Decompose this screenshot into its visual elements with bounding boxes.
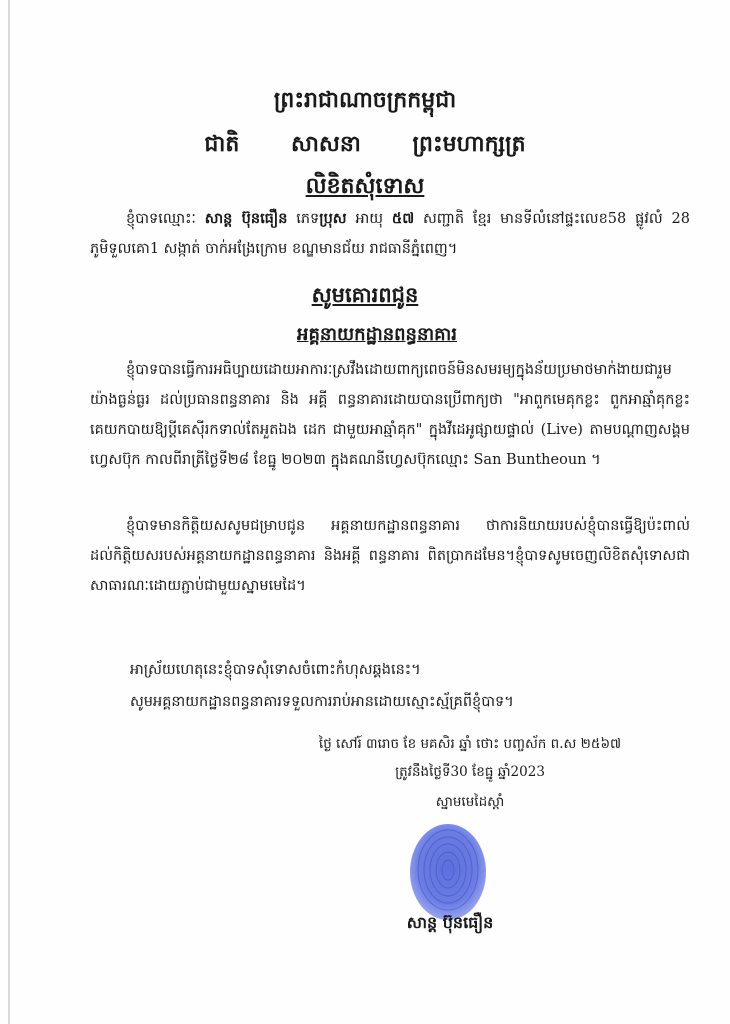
body-paragraph-2: ខ្ញុំបាទមានកិត្តិយសសូមជម្រាបជូន អគ្គនាយកដ្ឋានពន្ធនាគារ ថាការនិយាយរបស់ខ្ញុំបានធ្វើឱ្យប៉ះពាល់ដល់កិត្តិយសរបស់អគ្គនាយកដ្ឋានពន្ធនាគារ និងអគ្គី ពន្ធនាគារ ពិតប្រាកដមែន។ខ្ញុំបាទសូមចេញលិខិតសុំទោសជាសាធារណៈដោយភ្ជាប់ជាមួយស្នាមមេដៃ។ bbox=[90, 518, 690, 594]
recipient: អគ្គនាយកដ្ឋានពន្ធនាគារ bbox=[297, 324, 457, 345]
national-motto bbox=[0, 130, 730, 162]
body-paragraph-3: អាស្រ័យហេតុនេះខ្ញុំបាទសុំទោសចំពោះកំហុសឆ្គងនេះ។ bbox=[130, 662, 421, 678]
author-gender: ប្រុស bbox=[319, 210, 347, 227]
author-age: ៥៧ bbox=[391, 210, 415, 227]
gender-label: ភេទ bbox=[296, 211, 320, 227]
age-label: អាយុ bbox=[355, 211, 384, 227]
motto-nation: ជាតិ bbox=[204, 131, 240, 157]
author-name: សាន្ត ប៊ុនធឿន bbox=[204, 210, 288, 227]
intro-prefix: ខ្ញុំបាទឈ្មោះ bbox=[126, 211, 196, 227]
kingdom-heading: ព្រះរាជាណាចក្រកម្ពុជា bbox=[273, 87, 457, 113]
letter-title: លិខិតសុំទោស bbox=[305, 173, 425, 199]
intro-paragraph: ខ្ញុំបាទឈ្មោះៈ សាន្ត ប៊ុនធឿន ភេទប្រុស អាយុ ៥៧ សញ្ជាតិ ខ្មែរ មានទីលំនៅផ្ទះលេខ58 ផ្លូវលំ 28 ភូមិទួលគោ1 សង្កាត់ ចាក់អង្រែក្រោម ខណ្ឌមានជ័យ រាជធានីភ្នំពេញ។ bbox=[90, 210, 690, 257]
solar-date: ត្រូវនឹងថ្ងៃទី30 ខែធ្នូ ឆ្នាំ2023 bbox=[395, 764, 545, 780]
intro-details: សញ្ជាតិ ខ្មែរ មានទីលំនៅផ្ទះលេខ58 ផ្លូវលំ 28 ភូមិទួលគោ1 សង្កាត់ ចាក់អង្រែក្រោម ខណ្ឌមានជ័យ រាជធានីភ្នំពេញ។ bbox=[90, 211, 690, 257]
motto-king: ព្រះមហាក្សត្រ bbox=[412, 131, 526, 157]
signer-name: សាន្ត ប៊ុនធឿន bbox=[406, 913, 494, 932]
body-paragraph-1: ខ្ញុំបាទបានធ្វើការអធិប្បាយដោយអាការៈស្រវឹងដោយពាក្យពេចន៍មិនសមរម្យក្នុងន័យប្រមាថមាក់ងាយជារួមយ៉ាងធ្ងន់ធ្ងរ ដល់ប្រធានពន្ធនាគារ និង អគ្គី ពន្ធនាគារដោយបានប្រើពាក្យថា "អាពួកមេគុកខ្លះ ពួកអាឆ្មាំគុកខ្លះ គេយកបាយឱ្យប្តីគេស៊ីរកទាល់តែអួតឯង ដេក ជាមួយអាឆ្មាំគុក" ក្នុងវីដេអូផ្សាយផ្ទាល់ (Live) តាមបណ្តាញសង្គមហ្វេសប៊ុក កាលពីរាត្រីថ្ងៃទី២៨ ខែធ្នូ ២០២៣ ក្នុងគណនីហ្វេសប៊ុកឈ្មោះ San Buntheoun ។ bbox=[90, 362, 690, 468]
body-paragraph-4: សូមអគ្គនាយកដ្ឋានពន្ធនាគារទទួលការរាប់អានដោយស្មោះស្ម័គ្រពីខ្ញុំបាទ។ bbox=[130, 694, 514, 710]
thumbprint-label: ស្នាមមេដៃស្តាំ bbox=[435, 794, 505, 810]
salutation: សូមគោរពជូន bbox=[311, 282, 419, 307]
lunar-date: ថ្ងៃ សៅរ៍ ៣រោច ខែ មគសិរ ឆ្នាំ ថោះ បញ្ចស័ក ព.ស ២៥៦៧ bbox=[318, 736, 622, 752]
motto-religion: សាសនា bbox=[290, 131, 361, 157]
